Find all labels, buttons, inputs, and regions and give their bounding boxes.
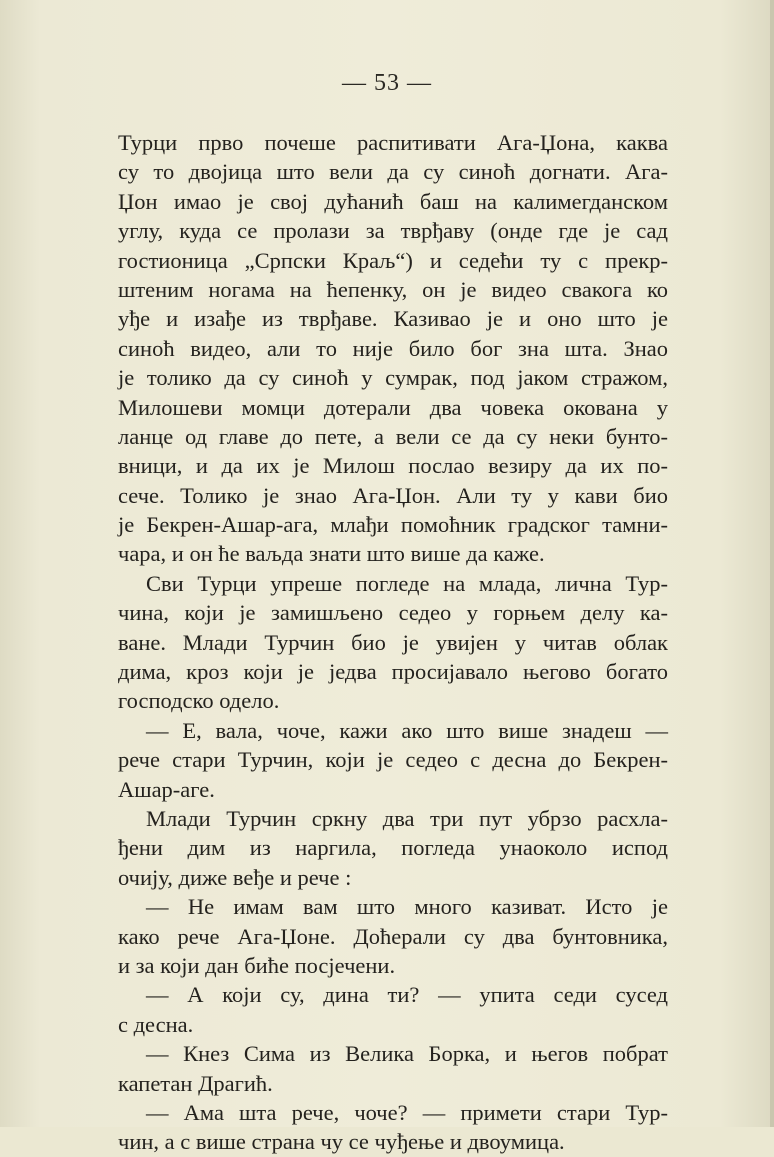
text-line: Џон имао је свој дућанић баш на калимегданском — [118, 188, 668, 214]
text-line: — Не имам вам што много казиват. Исто је — [146, 894, 668, 920]
text-line: ланце од главе до пете, а вели се да су неки бунто- — [118, 423, 668, 449]
text-line: је толико да су синоћ у сумрак, под јаком стражом, — [118, 365, 668, 391]
text-line: дима, кроз који је једва просијавало његово богато — [118, 659, 668, 685]
text-line: чин, а с више страна чу се чуђење и двоумица. — [118, 1129, 565, 1155]
text-line: — Кнез Сима из Велика Борка, и његов побрат — [146, 1041, 668, 1067]
text-line: Млади Турчин сркну два три пут убрзо расхла- — [146, 805, 668, 831]
text-line: очију, диже веђе и рече : — [118, 864, 352, 890]
text-line: синоћ видео, али то није било бог зна шта. Знао — [118, 335, 668, 361]
text-line: с десна. — [118, 1011, 194, 1037]
text-line: и за који дан биће посјечени. — [118, 952, 396, 978]
text-line: ђени дим из наргила, погледа унаоколо испод — [118, 835, 668, 861]
text-line: чара, и он ће ваљда знати што више да каже. — [118, 541, 545, 567]
text-line: су то двојица што вели да су синоћ догнати. Ага- — [118, 159, 668, 185]
text-line: сече. Толико је знао Ага-Џон. Али ту у кави био — [118, 482, 668, 508]
text-line: уђе и изађе из тврђаве. Казивао је и оно што је — [118, 306, 668, 332]
text-line: чина, који је замишљено седео у горњем делу ка- — [118, 600, 668, 626]
text-line: како рече Ага-Џоне. Доћерали су два бунтовника, — [118, 923, 668, 949]
text-line: господско одело. — [118, 688, 280, 714]
text-line: — А који су, дина ти? — упита седи сусед — [146, 982, 668, 1008]
text-line: — Е, вала, чоче, кажи ако што више знадеш — — [146, 717, 668, 743]
page-number: — 53 — — [342, 70, 432, 96]
text-line: — Ама шта рече, чоче? — примети стари Тур- — [146, 1099, 668, 1125]
body-text — [118, 128, 668, 1157]
text-line: Ашар-аге. — [118, 776, 215, 802]
text-line: ване. Млади Турчин био је увијен у читав облак — [118, 629, 668, 655]
text-line: рече стари Турчин, који је седео с десна до Бекрен- — [118, 747, 668, 773]
text-line: Турци прво почеше распитивати Ага-Џона, каква — [118, 130, 668, 155]
text-line: је Бекрен-Ашар-ага, млађи помоћник градског тамни- — [118, 512, 668, 538]
text-line: штеним ногама на ћепенку, он је видео свакога ко — [118, 276, 668, 302]
text-line: капетан Драгић. — [118, 1070, 273, 1096]
text-line: Сви Турци упреше погледе на млада, лична Тур- — [146, 570, 668, 596]
text-line: углу, куда се пролази за тврђаву (онде где је сад — [118, 218, 668, 244]
text-line: Милошеви момци дотерали два човека окована у — [118, 394, 668, 420]
text-line: гостионица „Српски Краљ“) и седећи ту с прекр- — [118, 247, 668, 273]
text-line: вници, и да их је Милош послао везиру да их по- — [118, 453, 668, 479]
page-edge — [770, 0, 774, 1127]
